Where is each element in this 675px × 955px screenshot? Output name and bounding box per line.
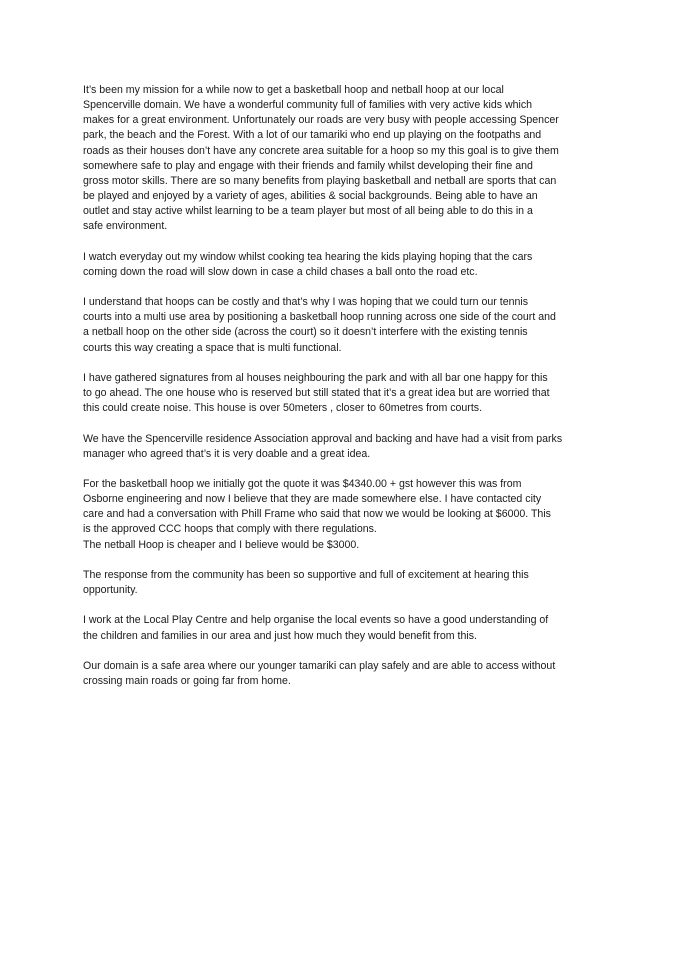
document-body xyxy=(83,83,583,704)
paragraph-tennis-courts: I understand that hoops can be costly and that’s why I was hoping that we could turn our tennis courts into a multi use area by positioning a basketball hoop running across one side of the court and a netball hoop on the other side (across the court) so it doesn’t interfere with the existing tennis courts this way creating a space that is multi functional. xyxy=(83,296,556,354)
paragraph-mission: It’s been my mission for a while now to get a basketball hoop and netball hoop at our local Spencerville domain. We have a wonderful community full of families with very active kids which makes for a great environment. Unfortunately our roads are very busy with people accessing Spencer park, the beach and the Forest. With a lot of our tamariki who end up playing on the footpaths and roads as their houses don’t have any concrete area suitable for a hoop so my this goal is to give them somewhere safe to play and engage with their friends and family whilst developing their fine and gross motor skills. There are so many benefits from playing basketball and netball are sports that can be played and enjoyed by a variety of ages, abilities & social backgrounds. Being able to have an outlet and stay active whilst learning to be a team player but most of all being able to do this in a safe environment. xyxy=(83,84,559,233)
paragraph-association-approval: We have the Spencerville residence Association approval and backing and have had a visit from parks manager who agreed that’s it is very doable and a great idea. xyxy=(83,432,563,460)
paragraph-signatures: I have gathered signatures from al houses neighbouring the park and with all bar one happy for this to go ahead. The one house who is reserved but still stated that it’s a great idea but are worried that this could create noise. This house is over 50meters , closer to 60metres from courts. xyxy=(83,371,550,415)
paragraph-window: I watch everyday out my window whilst cooking tea hearing the kids playing hoping that the cars coming down the road will slow down in case a child chases a ball onto the road etc. xyxy=(83,250,533,278)
paragraph-quote: For the basketball hoop we initially got the quote it was $4340.00 + gst however this was from Osborne engineering and now I believe that they are made somewhere else. I have contacted city care and had a conversation with Phill Frame who said that now we would be looking at $6000. This is the approved CCC hoops that comply with there regulations. The netball Hoop is cheaper and I believe would be $3000. xyxy=(83,477,551,551)
paragraph-safe-domain: Our domain is a safe area where our younger tamariki can play safely and are able to access without crossing main roads or going far from home. xyxy=(83,659,556,687)
paragraph-community-response: The response from the community has been so supportive and full of excitement at hearing this opportunity. xyxy=(83,568,529,597)
paragraph-play-centre: I work at the Local Play Centre and help organise the local events so have a good understanding of the children and families in our area and just how much they would benefit from this. xyxy=(83,614,549,642)
